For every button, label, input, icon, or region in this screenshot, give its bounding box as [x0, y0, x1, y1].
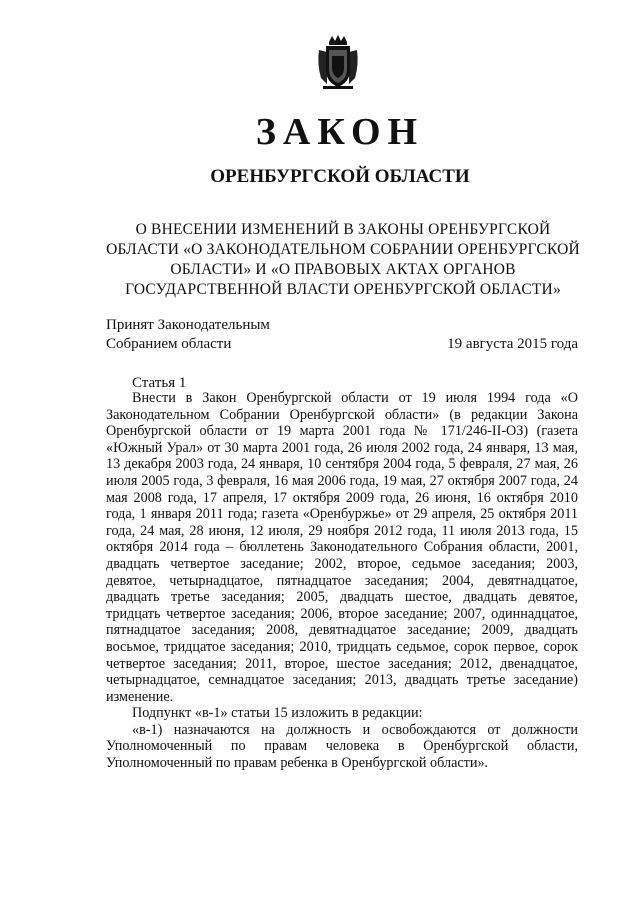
- paragraph: Внести в Закон Оренбургской области от 19 июля 1994 года «О Законодательном Собрании Оренбургской области» (в редакции Закона Оренбургской области от 19 марта 2001 года № 171/246-II-ОЗ) (газета «Южный Урал» от 30 марта 2001 года, 26 июля 2002 года, 24 января, 13 мая, 13 декабря 2003 года, 24 января, 10 сентября 2004 года, 5 февраля, 27 мая, 26 июля 2005 года, 3 февраля, 16 мая 2006 года, 19 мая, 27 октября 2007 года, 24 мая 2008 года, 17 апреля, 17 октября 2009 года, 26 июня, 16 октября 2010 года, 1 января 2011 года; газета «Оренбуржье» от 29 апреля, 25 октября 2011 года, 24 мая, 28 июня, 12 июля, 29 ноября 2012 года, 11 июля 2013 года, 15 октября 2014 года – бюллетень Законодательного Собрания области, 2001, двадцать четвертое заседание; 2002, второе, седьмое заседания; 2003, девятое, четырнадцатое, пятнадцатое заседания; 2004, девятнадцатое, двадцать третье заседания; 2005, двадцать шестое, двадцать девятое, тридцать четвертое заседания; 2006, второе заседание; 2007, одиннадцатое, пятнадцатое заседания; 2008, девятнадцатое заседание; 2009, двадцать восьмое, тридцатое заседания; 2010, тридцать седьмое, сорок первое, сорок четвертое заседания; 2011, второе, шестое заседания; 2012, двенадцатое, четырнадцатое, семнадцатое заседания; 2013, двадцать третье заседание) изменение.: [106, 390, 578, 705]
- article-title: Статья 1: [132, 375, 187, 391]
- adopted-block: [106, 316, 270, 354]
- paragraph: Подпункт «в-1» статьи 15 изложить в редакции:: [132, 705, 423, 722]
- article-body: [106, 390, 578, 772]
- adopted-line-1: Принят Законодательным: [106, 317, 270, 333]
- document-heading: О ВНЕСЕНИИ ИЗМЕНЕНИЙ В ЗАКОНЫ ОРЕНБУРГСКОЙ ОБЛАСТИ «О ЗАКОНОДАТЕЛЬНОМ СОБРАНИИ ОРЕНБУРГСКОЙ ОБЛАСТИ» И «О ПРАВОВЫХ АКТАХ ОРГАНОВ ГОСУДАРСТВЕННОЙ ВЛАСТИ ОРЕНБУРГСКОЙ ОБЛАСТИ»: [106, 221, 580, 298]
- paragraph: «в-1) назначаются на должность и освобождаются от должности Уполномоченный по правам человека в Оренбургской области, Уполномоченный по правам ребенка в Оренбургской области».: [106, 721, 578, 772]
- document-title: ЗАКОН: [255, 111, 425, 153]
- adopted-line-2: Собранием области: [106, 336, 232, 352]
- adopted-date: 19 августа 2015 года: [447, 336, 578, 352]
- coat-of-arms-icon: [315, 34, 361, 90]
- document-subtitle: ОРЕНБУРГСКОЙ ОБЛАСТИ: [210, 166, 470, 187]
